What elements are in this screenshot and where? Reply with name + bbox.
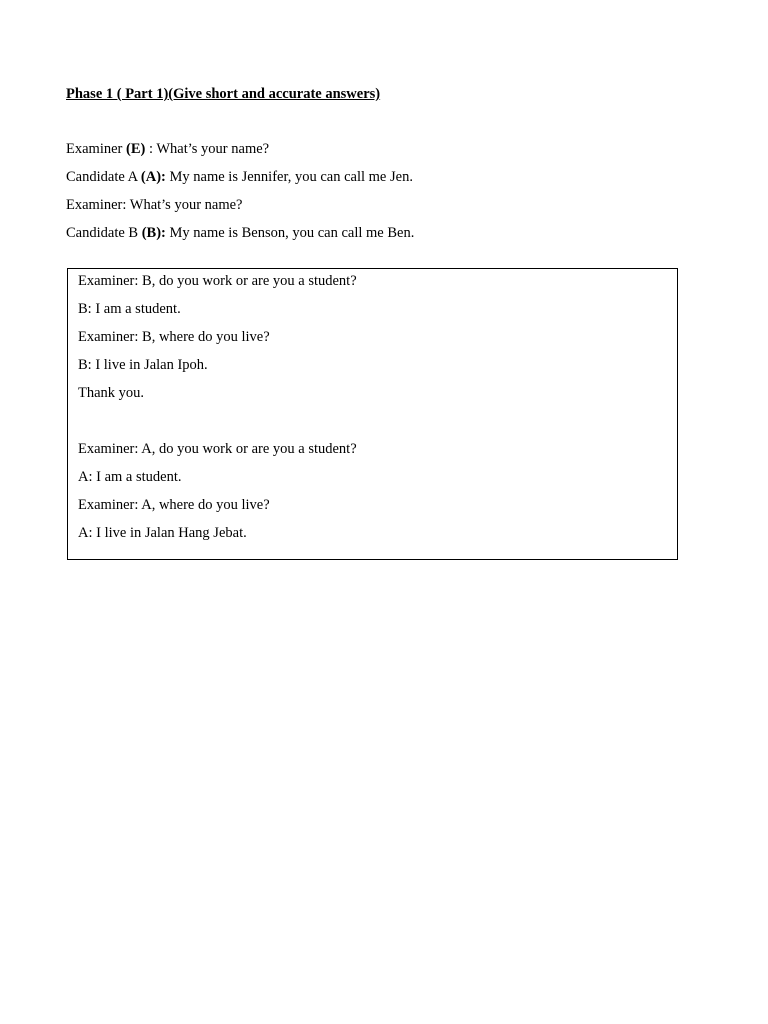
intro-line-candidate-a	[66, 169, 413, 186]
dialogue-line: B: I am a student.	[78, 301, 181, 317]
intro-line-text: : What’s your name?	[145, 141, 270, 157]
intro-line-examiner-question	[66, 141, 269, 158]
page-heading: Phase 1 ( Part 1)(Give short and accurate answers)	[66, 86, 381, 102]
speaker-tag: (E)	[126, 141, 146, 157]
dialogue-line: Examiner: B, do you work or are you a student?	[78, 273, 357, 289]
intro-line-text: My name is Benson, you can call me Ben.	[165, 225, 415, 241]
dialogue-line: A: I am a student.	[78, 469, 182, 485]
dialogue-line: Examiner: A, do you work or are you a student?	[78, 441, 357, 457]
intro-line-prefix: Candidate B	[66, 225, 142, 241]
intro-line-candidate-b	[66, 225, 414, 242]
speaker-tag: (A):	[140, 169, 166, 185]
intro-line-prefix: Examiner	[66, 141, 126, 157]
intro-line-text: My name is Jennifer, you can call me Jen.	[165, 169, 413, 185]
intro-line-prefix: Examiner: What’s your name?	[66, 197, 243, 213]
speaker-tag: (B):	[141, 225, 166, 241]
dialogue-box	[67, 268, 678, 560]
dialogue-line: B: I live in Jalan Ipoh.	[78, 357, 208, 373]
dialogue-line: Thank you.	[78, 385, 145, 401]
dialogue-line: Examiner: B, where do you live?	[78, 329, 270, 345]
dialogue-line: Examiner: A, where do you live?	[78, 497, 270, 513]
dialogue-line: A: I live in Jalan Hang Jebat.	[78, 525, 247, 541]
intro-line-examiner-question-2	[66, 197, 243, 214]
intro-line-prefix: Candidate A	[66, 169, 141, 185]
